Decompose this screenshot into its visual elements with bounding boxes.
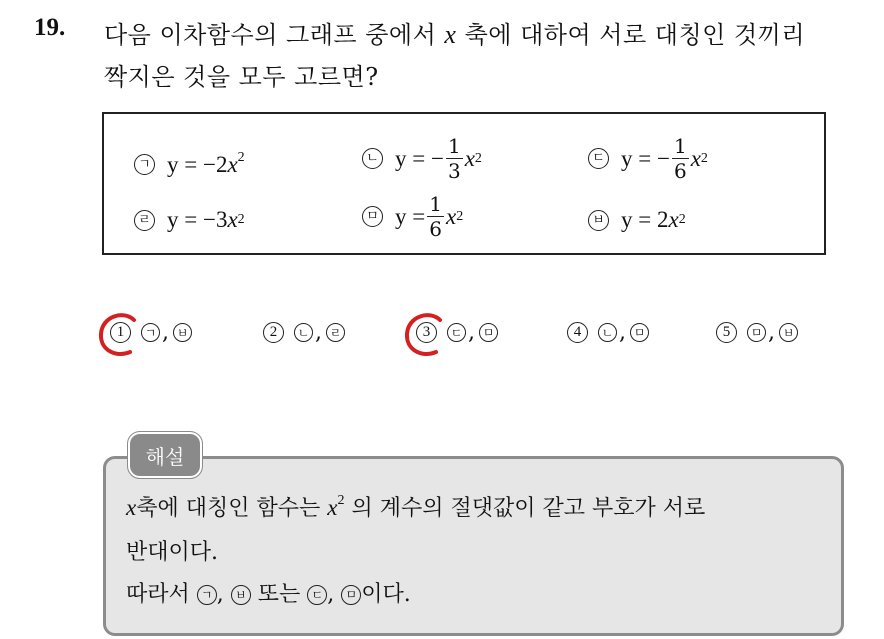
choice-number: 4 [567, 322, 588, 343]
option-label: ㄷ [588, 148, 609, 169]
option-expr: y = −2x [167, 152, 238, 177]
answer-choice-5[interactable] [716, 320, 798, 345]
circled-item: ㄱ [197, 585, 217, 605]
separator: , [768, 320, 775, 345]
question-text-a: 다음 이차함수의 그래프 중에서 [104, 21, 437, 49]
red-circle-mark-icon [402, 310, 452, 360]
choice-item: ㄷ [447, 323, 466, 342]
solution-text: 의 계수의 절댓값이 같고 부호가 서로 [351, 496, 706, 521]
red-circle-mark-icon [96, 310, 146, 360]
exponent: 2 [237, 212, 245, 227]
option-label: ㄴ [362, 148, 383, 169]
fraction [672, 136, 689, 181]
choice-item: ㄴ [294, 323, 313, 342]
var-x: x [464, 145, 475, 171]
mark-stroke [101, 315, 134, 354]
option-label: ㄹ [134, 210, 155, 231]
circled-item: ㄷ [307, 585, 327, 605]
solution-text: 또는 [257, 582, 301, 607]
option-3 [588, 136, 708, 181]
solution-line-2: 반대이다. [126, 540, 219, 565]
numerator: 1 [447, 134, 461, 158]
exponent: 2 [474, 150, 482, 166]
option-expr: y = [395, 203, 426, 229]
option-expr: y = − [395, 145, 444, 171]
choice-item: ㅁ [479, 323, 498, 342]
solution-tag: 해설 [128, 432, 202, 478]
choice-item: ㄹ [326, 323, 345, 342]
denominator: 6 [429, 217, 442, 241]
numerator: 1 [673, 134, 687, 158]
answer-choice-2[interactable] [263, 320, 345, 345]
choice-number: 2 [263, 322, 284, 343]
exponent: 2 [337, 493, 345, 508]
solution-line-3 [126, 577, 411, 608]
question-number: 19. [34, 14, 66, 41]
separator: , [327, 582, 335, 607]
separator: , [619, 320, 626, 345]
exponent: 2 [237, 150, 245, 165]
exponent: 2 [678, 212, 686, 227]
separator: , [315, 320, 322, 345]
fraction [427, 194, 444, 239]
question-text-b: 축에 대하여 서로 대칭인 것끼리 [464, 21, 806, 49]
choice-item: ㅂ [173, 323, 192, 342]
choice-number: 5 [716, 322, 737, 343]
solution-text: 축에 대칭인 함수는 [136, 496, 321, 521]
exponent: 2 [456, 208, 464, 224]
choice-item: ㅂ [779, 323, 798, 342]
option-5 [362, 194, 463, 239]
question-line-1 [104, 15, 805, 50]
answer-choice-4[interactable] [567, 320, 649, 345]
circled-item: ㅁ [341, 585, 361, 605]
choice-item: ㅁ [630, 323, 649, 342]
mark-stroke [407, 315, 440, 354]
option-6 [588, 207, 686, 233]
numerator: 1 [429, 192, 442, 216]
separator: , [162, 320, 169, 345]
denominator: 3 [447, 159, 461, 183]
option-expr: y = 2x [621, 207, 679, 232]
var-x: x [327, 495, 338, 520]
solution-text: 이다. [361, 582, 411, 607]
var-x: x [126, 495, 137, 520]
option-label: ㅁ [362, 206, 383, 227]
choice-item: ㄱ [141, 323, 160, 342]
question-line-2: 짝지은 것을 모두 고르면? [104, 63, 379, 91]
option-label: ㄱ [134, 154, 155, 175]
var-x: x [445, 203, 457, 229]
choice-number: 3 [416, 322, 437, 343]
choice-number: 1 [110, 322, 131, 343]
option-2 [362, 136, 482, 181]
choice-item: ㄴ [598, 323, 617, 342]
separator: , [216, 582, 224, 607]
question-var-x: x [444, 20, 457, 49]
circled-item: ㅂ [231, 585, 251, 605]
option-label: ㅂ [588, 210, 609, 231]
solution-line-1 [126, 491, 705, 522]
options-box [102, 112, 826, 255]
solution-box [103, 456, 844, 636]
var-x: x [690, 145, 701, 171]
solution-text: 따라서 [126, 582, 190, 607]
separator: , [468, 320, 475, 345]
choice-item: ㅁ [747, 323, 766, 342]
fraction [446, 136, 463, 181]
option-1 [134, 150, 245, 178]
option-expr: y = −3x [167, 207, 238, 232]
option-4 [134, 207, 245, 233]
denominator: 6 [673, 159, 687, 183]
option-expr: y = − [621, 145, 670, 171]
exponent: 2 [700, 150, 708, 166]
